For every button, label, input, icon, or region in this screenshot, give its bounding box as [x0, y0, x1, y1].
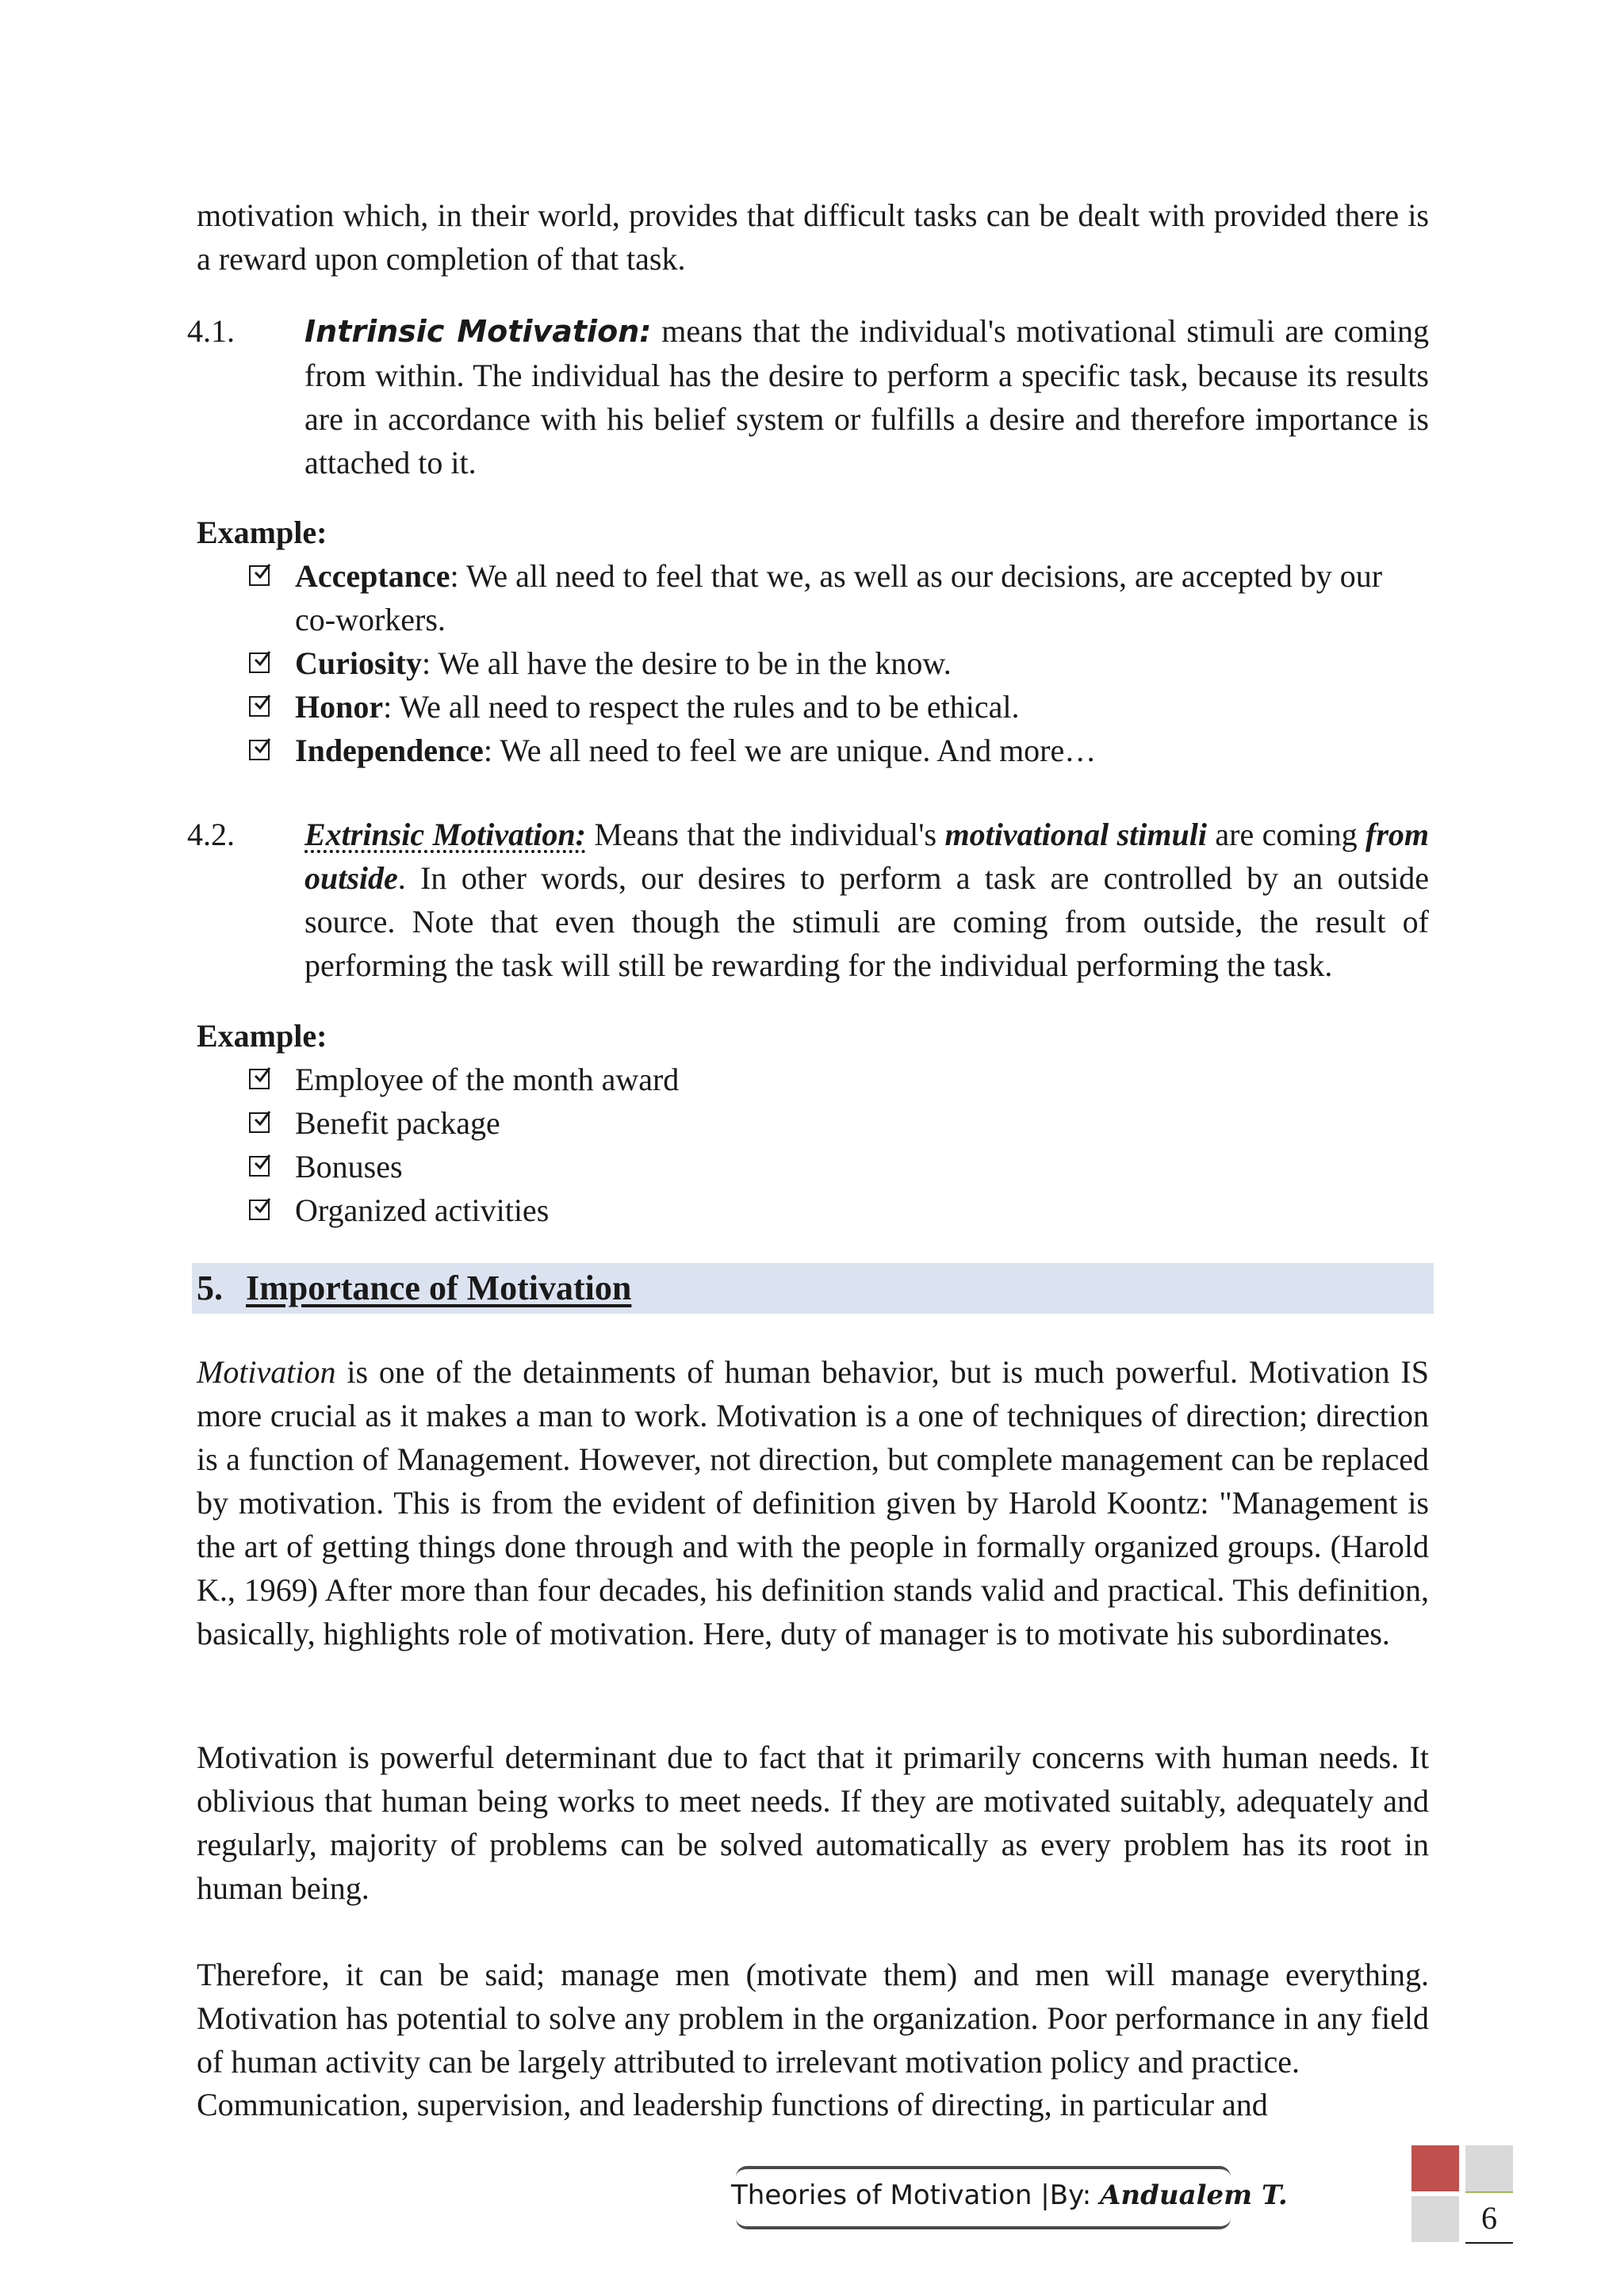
footer [731, 2175, 1288, 2215]
subsection-text: Means that the individual's [585, 817, 945, 852]
footer-separator: | [1032, 2179, 1050, 2211]
subsection-extrinsic [187, 813, 1430, 987]
list-item-text: Organized activities [295, 1192, 550, 1228]
list-item-text: Benefit package [295, 1105, 500, 1141]
checkbox-checked-icon [249, 740, 270, 760]
list-item-term: Curiosity [295, 645, 422, 681]
body-paragraph [197, 1350, 1429, 1655]
checkbox-checked-icon [249, 1200, 270, 1220]
subsection-number: 4.1. [187, 313, 235, 349]
list-item [249, 554, 1429, 641]
list-item-term: Acceptance [295, 558, 450, 594]
page-number: 6 [1481, 2200, 1497, 2236]
example-label: Example: [197, 515, 327, 550]
list-item [249, 641, 1429, 685]
list-item [249, 685, 1429, 729]
list-item-text: : We all need to feel that we, as well as our decisions, are accepted by our co-workers. [295, 558, 1383, 637]
list-item [249, 729, 1429, 772]
section-number: 5. [197, 1269, 223, 1307]
subsection-extrinsic-body [187, 813, 1430, 987]
example-label: Example: [197, 1018, 327, 1054]
list-item [249, 1101, 1429, 1145]
emphasis-text: from outside [304, 817, 1430, 896]
list-item-text: : We all need to respect the rules and to be ethical. [383, 689, 1020, 725]
checkbox-checked-icon [249, 652, 270, 673]
list-item-text: Employee of the month award [295, 1062, 680, 1097]
footer-by: By: [1049, 2179, 1100, 2211]
list-item-term: Honor [295, 689, 384, 725]
body-paragraph: Communication, supervision, and leadership functions of directing, in particular and [197, 2087, 1268, 2122]
subsection-text: . In other words, our desires to perform a task are controlled by an outside source. Note that even though the stimuli are coming from outside, the result of performing the task will still be rewarding for the individual performing the task. [304, 860, 1429, 983]
subsection-intrinsic [187, 309, 1429, 484]
footer-author: Andualem T. [1100, 2179, 1288, 2211]
checkbox-checked-icon [249, 1156, 270, 1177]
list-item [249, 1145, 1429, 1188]
subsection-text: means that the individual's motivational stimuli are coming from within. The individual has the desire to perform a specific task, because its results are in accordance with his belief system or fulfills a desire and therefore importance is attached to it. [304, 313, 1429, 480]
checkbox-checked-icon [249, 565, 270, 586]
paragraph-lead-term: Motivation [197, 1354, 336, 1390]
page-number-decoration-red [1411, 2145, 1459, 2191]
list-item-text: Bonuses [295, 1149, 403, 1184]
page-number-underline [1465, 2242, 1513, 2244]
list-item [249, 1188, 1429, 1232]
subsection-title: Intrinsic Motivation: [304, 314, 652, 349]
checkbox-checked-icon [249, 1112, 270, 1133]
paragraph-text: is one of the detainments of human behavior, but is much powerful. Motivation IS more crucial as it makes a man to work. Motivation is a one of techniques of direction; direction is a function of Management. However, not direction, but complete management can be replaced by motivation. This is from the evident of definition given by Harold Koontz: "Management is the art of getting things done through and with the people in formally organized groups. (Harold K., 1969) After more than four decades, his definition stands valid and practical. This definition, basically, highlights role of motivation. Here, duty of manager is to motivate his subordinates. [197, 1354, 1429, 1651]
page-number-decoration-grey [1465, 2145, 1513, 2191]
page-number-divider [1465, 2191, 1513, 2193]
intro-paragraph: motivation which, in their world, provides that difficult tasks can be dealt with provided there is a reward upon completion of that task. [197, 197, 1429, 277]
checkbox-checked-icon [249, 696, 270, 717]
list-item [249, 1058, 1429, 1101]
subsection-text: are coming [1206, 817, 1366, 852]
page-number-decoration-grey [1411, 2196, 1459, 2242]
extrinsic-example-list [249, 1058, 1429, 1232]
checkbox-checked-icon [249, 1069, 270, 1089]
section-title: Importance of Motivation [246, 1269, 632, 1307]
list-item-term: Independence [295, 733, 484, 768]
subsection-title: Extrinsic Motivation: [304, 817, 586, 852]
body-paragraph: Therefore, it can be said; manage men (motivate them) and men will manage everything. Motivation has potential to solve any problem in the organization. Poor performance in any field of human activity can be largely attributed to irrelevant motivation policy and practice. [197, 1957, 1429, 2080]
subsection-number: 4.2. [187, 817, 235, 852]
subsection-intrinsic-body [187, 309, 1429, 484]
list-item-text: : We all have the desire to be in the know. [422, 645, 952, 681]
intrinsic-example-list [249, 554, 1429, 772]
list-item-text: : We all need to feel we are unique. And more… [483, 733, 1097, 768]
emphasis-text: motivational stimuli [944, 817, 1207, 852]
footer-title: Theories of Motivation [731, 2179, 1032, 2211]
body-paragraph: Motivation is powerful determinant due to fact that it primarily concerns with human needs. It oblivious that human being works to meet needs. If they are motivated suitably, adequately and regularly, majority of problems can be solved automatically as every problem has its root in human being. [197, 1739, 1429, 1906]
